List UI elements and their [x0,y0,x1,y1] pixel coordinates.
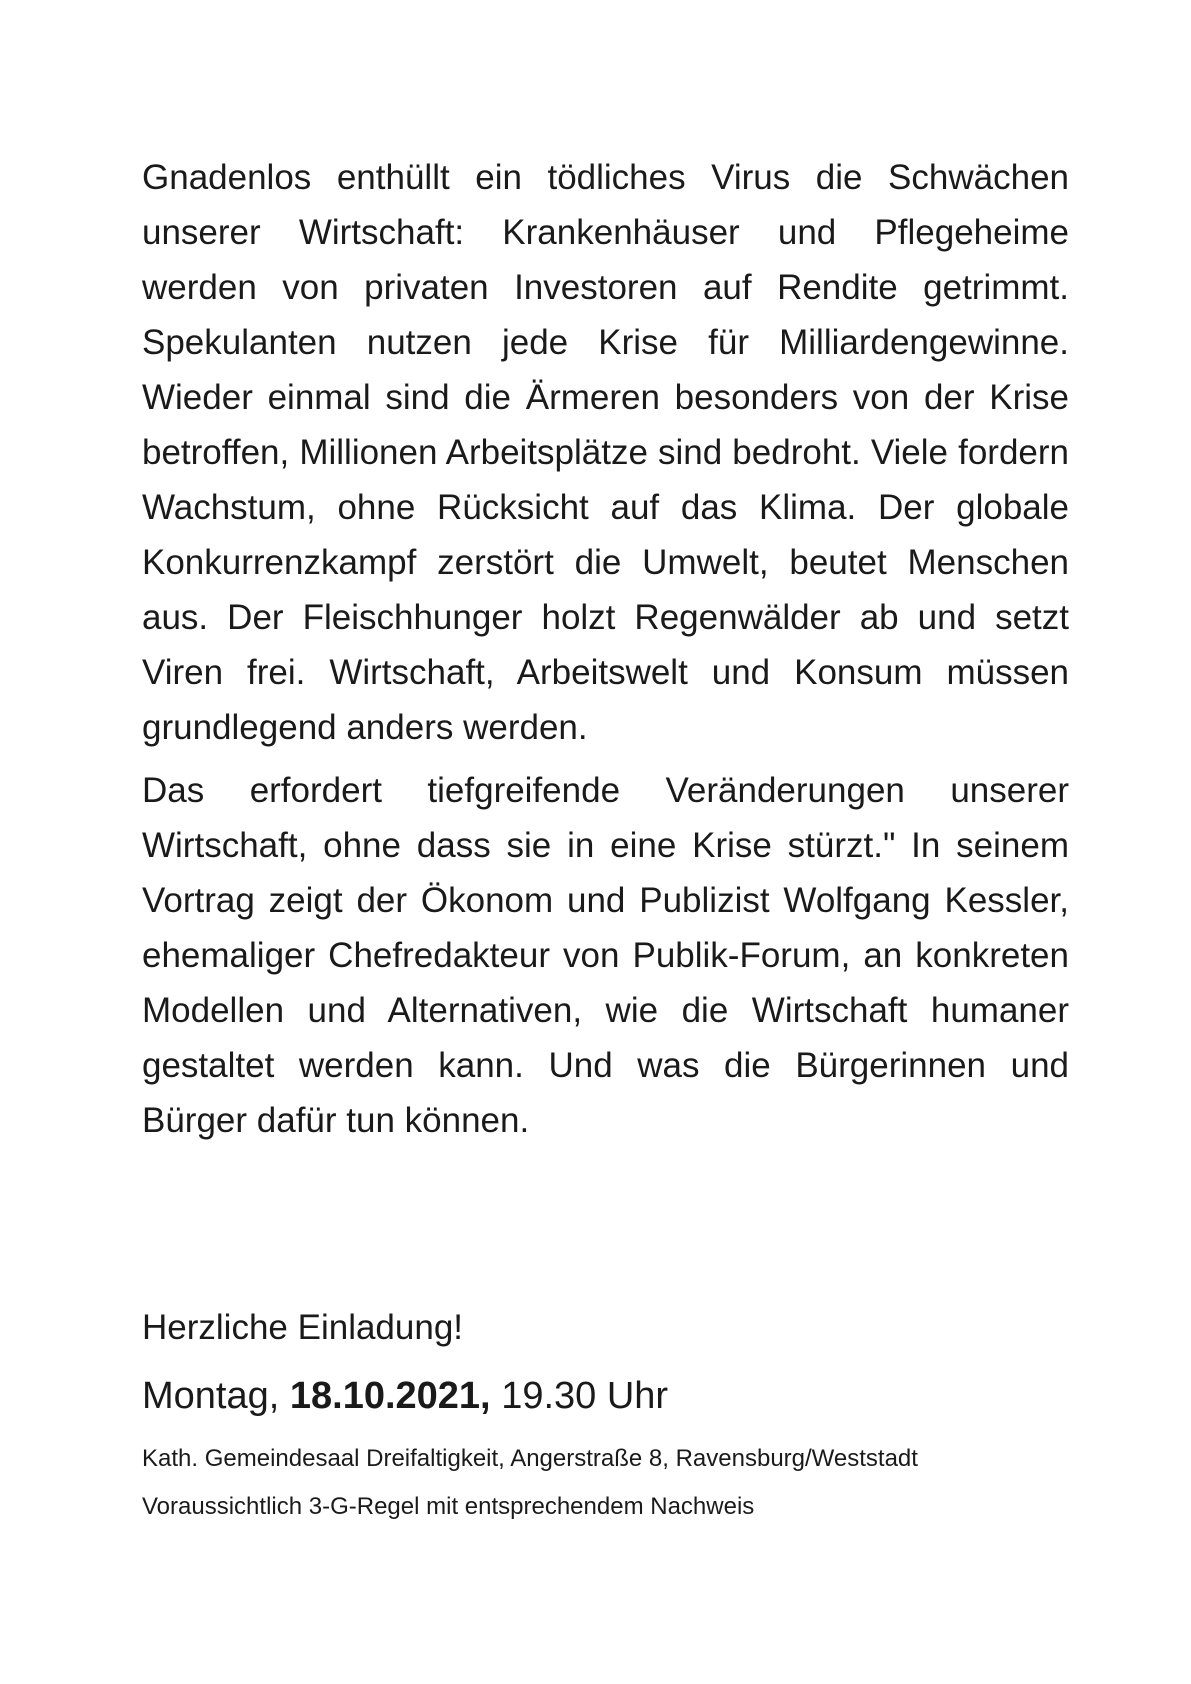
document-body [142,150,1069,1148]
event-venue: Kath. Gemeindesaal Dreifaltigkeit, Angerstraße 8, Ravensburg/Weststadt [142,1445,918,1472]
paragraph-intro: Gnadenlos enthüllt ein tödliches Virus die Schwächen unserer Wirtschaft: Krankenhäuser und Pflegeheime werden von privaten Investoren auf Rendite getrimmt. Spekulanten nutzen jede Krise für Milliardengewinne. Wieder einmal sind die Ärmeren besonders von der Krise betroffen, Millionen Arbeitsplätze sind bedroht. Viele fordern Wachstum, ohne Rücksicht auf das Klima. Der globale Konkurrenzkampf zerstört die Umwelt, beutet Menschen aus. Der Fleischhunger holzt Regenwälder ab und setzt Viren frei. Wirtschaft, Arbeitswelt und Konsum müssen grundlegend anders werden. [142,158,1069,747]
event-time: 19.30 Uhr [501,1375,669,1417]
invitation-heading: Herzliche Einladung! [142,1308,464,1347]
event-date: 18.10.2021, [289,1375,491,1417]
event-weekday: Montag, [142,1375,280,1417]
event-date-line [142,1368,668,1424]
paragraph-lecture: Das erfordert tiefgreifende Veränderungen unserer Wirtschaft, ohne dass sie in eine Krise stürzt." In seinem Vortrag zeigt der Ökonom und Publizist Wolfgang Kessler, ehemaliger Chefredakteur von Publik-Forum, an konkreten Modellen und Alternativen, wie die Wirtschaft humaner gestaltet werden kann. Und was die Bürgerinnen und Bürger dafür tun können. [142,771,1069,1140]
event-health-rule: Voraussichtlich 3-G-Regel mit entsprechendem Nachweis [142,1493,755,1520]
